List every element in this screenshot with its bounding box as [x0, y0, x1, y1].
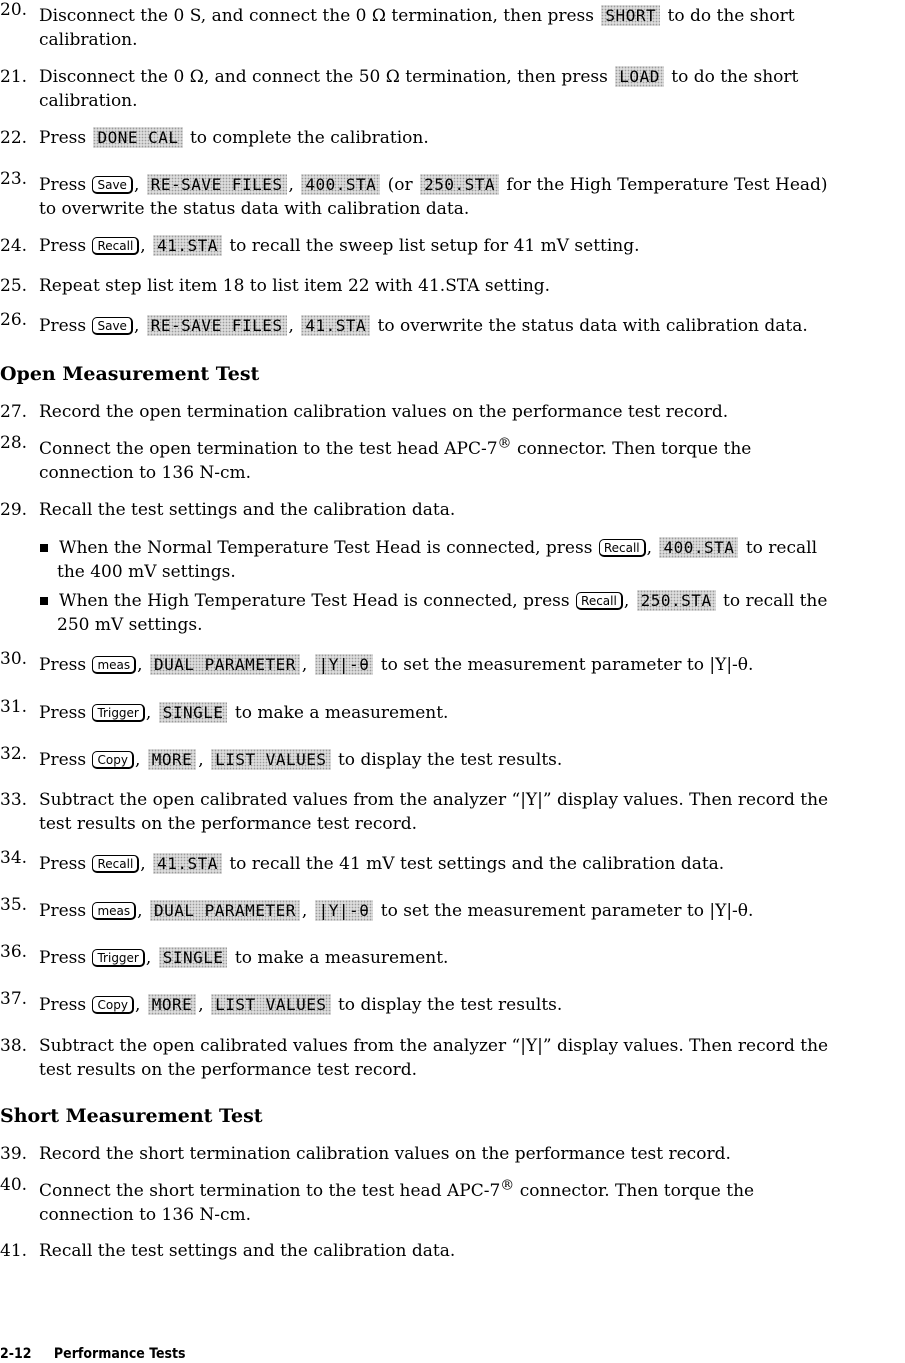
step-text: (or [387, 175, 413, 195]
save-hardkey[interactable]: Save [92, 317, 132, 335]
step-text: Press [39, 655, 87, 675]
softkey-y-theta[interactable]: |Y|-θ [315, 654, 374, 675]
step-22 [0, 126, 900, 150]
step-number: 32. [0, 744, 28, 764]
bullet-square [40, 597, 48, 605]
softkey-400-sta[interactable]: 400.STA [301, 174, 380, 195]
softkey-41-sta[interactable]: 41.STA [301, 315, 370, 336]
softkey-y-theta[interactable]: |Y|-θ [315, 900, 374, 921]
step-text: for the High Temperature Test Head) [506, 175, 828, 195]
step-21 [0, 65, 900, 113]
step-40 [0, 1175, 900, 1227]
step-28 [0, 433, 900, 485]
step-31: 31. Press Trigger , SINGLE to make a measurement. [0, 697, 449, 723]
step-number: 20. [0, 0, 28, 20]
bullet-text: 250 mV settings. [57, 615, 203, 635]
step-39 [0, 1142, 900, 1166]
step-text: to make a measurement. [234, 948, 449, 968]
step-text: to recall the 41 mV test settings and the calibration data. [229, 854, 725, 874]
softkey-done-cal[interactable]: DONE CAL [93, 127, 182, 148]
softkey-250-sta[interactable]: 250.STA [637, 590, 716, 611]
step-number: 33. [0, 790, 28, 810]
step-number: 25. [0, 276, 28, 296]
step-text: to recall the sweep list setup for 41 mV setting. [229, 236, 640, 256]
recall-hardkey[interactable]: Recall [576, 592, 623, 610]
registered-mark: ® [500, 1177, 515, 1194]
step-29 [0, 498, 900, 522]
step-text: Connect the open termination to the test head APC-7 [39, 439, 498, 459]
step-number: 28. [0, 433, 28, 453]
step-text: to do the short [671, 67, 799, 87]
step-41 [0, 1239, 900, 1263]
step-text: Subtract the open calibrated values from the analyzer “|Y|” display values. Then record the [39, 790, 829, 810]
step-32: 32. Press Copy , MORE , LIST VALUES to display the test results. [0, 744, 563, 770]
registered-mark: ® [497, 435, 512, 452]
trigger-hardkey[interactable]: Trigger [92, 949, 144, 967]
step-text: Record the open termination calibration values on the performance test record. [39, 402, 729, 422]
copy-hardkey[interactable]: Copy [92, 996, 133, 1014]
step-text: Press [39, 316, 87, 336]
step-text: Repeat step list item 18 to list item 22 with 41.STA setting. [39, 276, 551, 296]
softkey-load[interactable]: LOAD [615, 66, 664, 87]
step-25 [0, 274, 900, 298]
step-text: Connect the short termination to the test head APC-7 [39, 1181, 501, 1201]
step-text: to make a measurement. [234, 703, 449, 723]
step-number: 39. [0, 1144, 28, 1164]
step-text: calibration. [39, 30, 138, 50]
meas-hardkey[interactable]: meas [92, 902, 136, 920]
softkey-400-sta[interactable]: 400.STA [659, 537, 738, 558]
step-text: to complete the calibration. [189, 128, 429, 148]
softkey-41-sta[interactable]: 41.STA [153, 235, 222, 256]
step-number: 41. [0, 1241, 28, 1261]
step-number: 29. [0, 500, 28, 520]
step-38 [0, 1034, 900, 1082]
step-text: Subtract the open calibrated values from the analyzer “|Y|” display values. Then record the [39, 1036, 829, 1056]
step-text: Press [39, 703, 87, 723]
step-20 [0, 0, 900, 52]
step-number: 35. [0, 895, 28, 915]
step-number: 40. [0, 1175, 28, 1195]
softkey-more[interactable]: MORE [148, 994, 197, 1015]
bullet-item-normal-temp: When the Normal Temperature Test Head is connected, press Recall , 400.STA to recall the 400 mV settings. [40, 536, 900, 584]
step-26: 26. Press Save , RE-SAVE FILES , 41.STA to overwrite the status data with calibration data. [0, 310, 808, 336]
meas-hardkey[interactable]: meas [92, 656, 136, 674]
softkey-re-save-files[interactable]: RE-SAVE FILES [147, 315, 287, 336]
step-text: to do the short [667, 6, 795, 26]
step-text: connector. Then torque the [519, 1181, 755, 1201]
bullet-text: When the Normal Temperature Test Head is connected, press [59, 538, 593, 558]
step-text: to display the test results. [337, 750, 563, 770]
softkey-single[interactable]: SINGLE [159, 947, 228, 968]
step-23: 23. Press Save , RE-SAVE FILES , 400.STA (or 250.STA for the High Temperature Test Head) to overwrite the status data with calibration data. [0, 169, 828, 219]
section-heading-open: Open Measurement Test [0, 363, 260, 385]
step-34: 34. Press Recall , 41.STA to recall the 41 mV test settings and the calibration data. [0, 848, 725, 874]
step-text: to display the test results. [337, 995, 563, 1015]
step-text: Recall the test settings and the calibration data. [39, 500, 456, 520]
softkey-list-values[interactable]: LIST VALUES [211, 749, 330, 770]
step-37: 37. Press Copy , MORE , LIST VALUES to display the test results. [0, 989, 563, 1015]
step-text: Press [39, 901, 87, 921]
step-text: Record the short termination calibration values on the performance test record. [39, 1144, 731, 1164]
step-number: 27. [0, 402, 28, 422]
step-text: Press [39, 128, 87, 148]
step-text: to set the measurement parameter to |Y|-θ. [380, 655, 754, 675]
softkey-short[interactable]: SHORT [601, 5, 660, 26]
step-text: to set the measurement parameter to |Y|-θ. [380, 901, 754, 921]
softkey-list-values[interactable]: LIST VALUES [211, 994, 330, 1015]
step-27 [0, 400, 900, 424]
step-24: 24. Press Recall , 41.STA to recall the sweep list setup for 41 mV setting. [0, 236, 640, 256]
bullet-text: to recall the [722, 591, 828, 611]
step-number: 23. [0, 169, 28, 189]
step-text: to overwrite the status data with calibration data. [39, 199, 470, 219]
step-text: Recall the test settings and the calibration data. [39, 1241, 456, 1261]
step-text: Press [39, 236, 87, 256]
page-number: 2-12 [0, 1346, 32, 1362]
softkey-re-save-files[interactable]: RE-SAVE FILES [147, 174, 287, 195]
step-text: Disconnect the 0 Ω, and connect the 50 Ω termination, then press [39, 67, 608, 87]
step-number: 22. [0, 128, 28, 148]
bullet-text: to recall [745, 538, 817, 558]
softkey-250-sta[interactable]: 250.STA [420, 174, 499, 195]
step-number: 34. [0, 848, 28, 868]
step-number: 21. [0, 67, 28, 87]
softkey-single[interactable]: SINGLE [159, 702, 228, 723]
recall-hardkey[interactable]: Recall [92, 237, 139, 255]
step-text: Press [39, 854, 87, 874]
step-text: connection to 136 N-cm. [39, 463, 252, 483]
step-text: Press [39, 995, 87, 1015]
recall-hardkey[interactable]: Recall [92, 855, 139, 873]
step-36: 36. Press Trigger , SINGLE to make a measurement. [0, 942, 449, 968]
step-number: 30. [0, 649, 28, 669]
softkey-41-sta[interactable]: 41.STA [153, 853, 222, 874]
step-text: connector. Then torque the [516, 439, 752, 459]
save-hardkey[interactable]: Save [92, 176, 132, 194]
bullet-text: When the High Temperature Test Head is connected, press [59, 591, 570, 611]
step-text: calibration. [39, 91, 138, 111]
trigger-hardkey[interactable]: Trigger [92, 704, 144, 722]
step-text: test results on the performance test record. [39, 814, 418, 834]
step-number: 37. [0, 989, 28, 1009]
step-number: 31. [0, 697, 28, 717]
step-text: connection to 136 N-cm. [39, 1205, 252, 1225]
recall-hardkey[interactable]: Recall [599, 539, 646, 557]
bullet-square [40, 544, 48, 552]
bullet-item-high-temp: When the High Temperature Test Head is connected, press Recall , 250.STA to recall the 250 mV settings. [40, 589, 900, 637]
step-text: to overwrite the status data with calibration data. [377, 316, 808, 336]
step-text: Press [39, 948, 87, 968]
step-text: Disconnect the 0 S, and connect the 0 Ω termination, then press [39, 6, 595, 26]
copy-hardkey[interactable]: Copy [92, 751, 133, 769]
step-35: 35. Press meas , DUAL PARAMETER , |Y|-θ to set the measurement parameter to |Y|-θ. [0, 895, 754, 921]
bullet-text: the 400 mV settings. [57, 562, 236, 582]
step-30: 30. Press meas , DUAL PARAMETER , |Y|-θ to set the measurement parameter to |Y|-θ. [0, 649, 754, 675]
step-number: 24. [0, 236, 28, 256]
softkey-more[interactable]: MORE [148, 749, 197, 770]
step-number: 38. [0, 1036, 28, 1056]
section-title: Performance Tests [53, 1346, 186, 1362]
section-heading-short: Short Measurement Test [0, 1105, 263, 1127]
softkey-dual-parameter[interactable]: DUAL PARAMETER [150, 900, 300, 921]
page-footer [0, 1345, 186, 1363]
step-33 [0, 788, 900, 836]
step-number: 36. [0, 942, 28, 962]
step-text: Press [39, 175, 87, 195]
step-number: 26. [0, 310, 28, 330]
step-text: test results on the performance test record. [39, 1060, 418, 1080]
softkey-dual-parameter[interactable]: DUAL PARAMETER [150, 654, 300, 675]
step-text: Press [39, 750, 87, 770]
